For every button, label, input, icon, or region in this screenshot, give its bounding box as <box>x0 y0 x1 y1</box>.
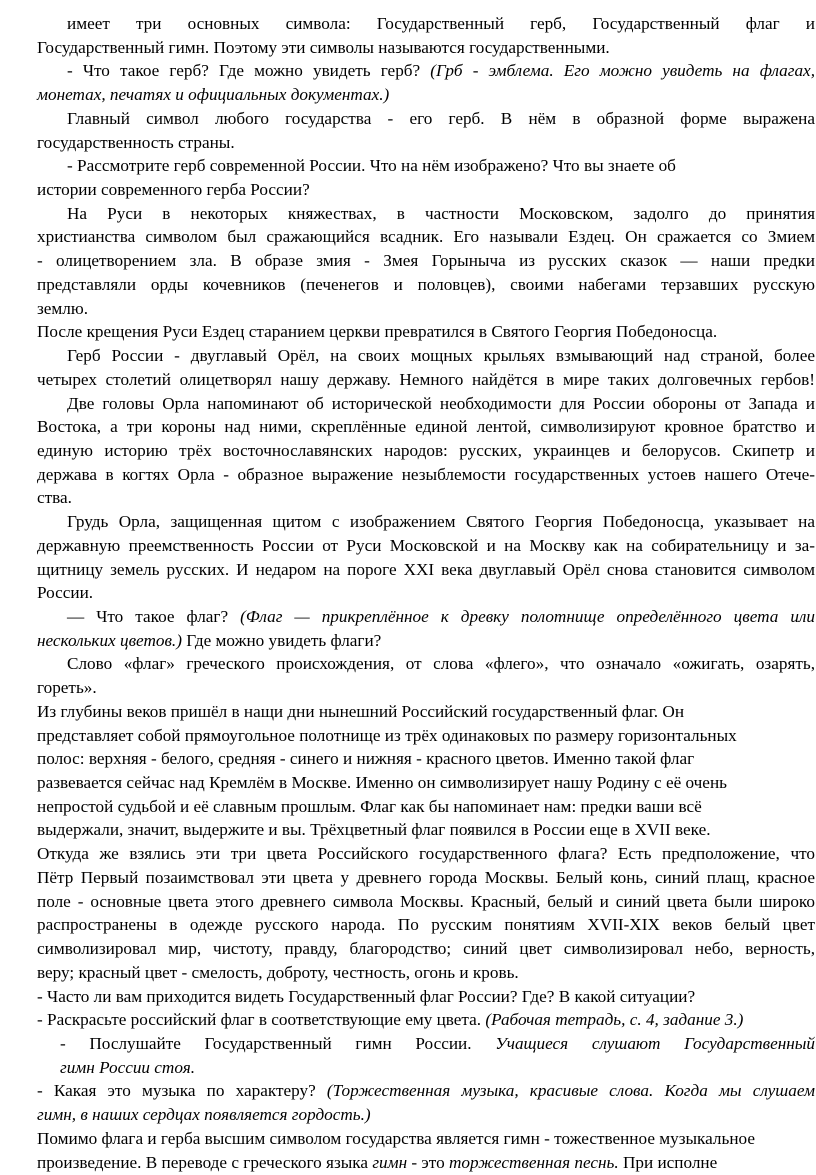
text-line <box>37 1008 743 1033</box>
text-line <box>37 558 815 583</box>
text-line <box>67 202 815 227</box>
text-line <box>67 605 815 630</box>
text-segment: Откуда же взялись эти три цвета Российского государственного флага? Есть предположение, что <box>37 844 815 864</box>
text-segment: Где можно увидеть флаги? <box>181 630 382 650</box>
text-line <box>67 12 815 37</box>
text-line <box>37 747 694 772</box>
text-line <box>37 36 610 61</box>
text-segment: России. <box>37 583 94 603</box>
text-segment: — Что такое флаг? <box>67 607 241 626</box>
text-segment: - Послушайте Государственный гимн России. <box>60 1033 496 1053</box>
text-line <box>37 890 815 915</box>
text-line <box>37 178 310 203</box>
text-line <box>37 439 815 464</box>
text-line <box>37 985 695 1010</box>
text-line <box>37 368 815 393</box>
italic-text: Учащиеся слушают Государственный <box>495 1033 815 1053</box>
text-line <box>67 344 815 369</box>
text-line <box>67 107 815 132</box>
text-segment: веру; красный цвет - смелость, доброту, честность, огонь и кровь. <box>37 962 519 982</box>
text-segment: символизировал мир, чистоту, правду, благородство; синий цвет символизировал небо, верность, <box>37 939 815 959</box>
italic-text: торжественная песнь. <box>448 1152 619 1172</box>
text-line <box>37 818 711 843</box>
text-line <box>60 1056 195 1081</box>
text-segment: христианства символом был сражающийся всадник. Его называли Ездец. Он сражается со Змием <box>37 227 815 247</box>
italic-text: гимн России стоя. <box>60 1057 195 1077</box>
text-segment: - Часто ли вам приходится видеть Государственный флаг России? Где? В какой ситуации? <box>37 986 696 1006</box>
text-line <box>67 154 676 179</box>
text-line <box>37 297 88 322</box>
text-line <box>37 676 97 701</box>
text-segment: поле - основные цвета этого древнего символа Москвы. Красный, белый и синий цвета были широко <box>37 891 815 911</box>
text-segment: - Что такое герб? Где можно увидеть герб? <box>67 61 431 81</box>
text-line <box>67 59 815 84</box>
text-segment: полос: верхняя - белого, средняя - синего и нижняя - красного цветов. Именно такой флаг <box>37 749 695 769</box>
text-segment: представляет собой прямоугольное полотнище из трёх одинаковых по размеру горизонтальных <box>37 725 737 745</box>
text-segment: развевается сейчас над Кремлём в Москве. Именно он символизирует нашу Родину с её очень <box>37 773 727 793</box>
text-segment: Из глубины веков пришёл в нащи дни нынешний Российский государственный флаг. Он <box>37 701 685 721</box>
italic-text: (Грб - эмблема. Его можно увидеть на флагах, <box>430 61 815 81</box>
text-segment: - олицетворением зла. В образе змия - Змея Горыныча из русских сказок — наши предки <box>37 251 815 271</box>
text-segment: Востока, а три короны над ними, скреплённые единой лентой, символизируют кровное братство и <box>37 417 815 437</box>
text-line <box>37 486 72 511</box>
italic-text: нескольких цветов.) <box>37 630 182 650</box>
text-line <box>37 771 727 796</box>
text-line <box>37 724 737 749</box>
text-segment: государственность страны. <box>37 132 235 152</box>
text-line <box>37 842 815 867</box>
text-segment: выдержали, значит, выдержите и вы. Трёхцветный флаг появился в России еще в XVII веке. <box>37 820 711 840</box>
text-segment: Государственный гимн. Поэтому эти символы называются государственными. <box>37 37 610 57</box>
text-segment: произведение. В переводе с греческого языка <box>37 1152 373 1172</box>
italic-text: (Торжественная музыка, красивые слова. Когда мы слушаем <box>326 1081 816 1101</box>
italic-text: (Флаг — прикреплённое к древку полотнище определённого цвета или <box>240 607 816 626</box>
text-segment: имеет три основных символа: Государственный герб, Государственный флаг и <box>67 14 815 33</box>
text-segment: Слово «флаг» греческого происхождения, от слова «флего», что означало «ожигать, озарять, <box>67 654 815 674</box>
text-line <box>37 937 815 962</box>
text-segment: Грудь Орла, защищенная щитом с изображением Святого Георгия Победоносца, указывает на <box>67 512 815 532</box>
text-line <box>67 652 815 677</box>
text-line <box>37 913 815 938</box>
text-segment: державную преемственность России от Руси Московской и на Москву как на собирательницу и за- <box>37 535 815 555</box>
text-segment: Две головы Орла напоминают об исторической необходимости для России обороны от Запада и <box>67 393 815 413</box>
text-line <box>37 795 702 820</box>
text-line <box>37 415 815 440</box>
text-line <box>37 700 684 725</box>
text-line <box>37 1079 815 1104</box>
text-segment: распространены в одежде русского народа. По русским понятиям XVII-XIX веков белый цвет <box>37 915 815 935</box>
text-segment: представляли орды кочевников (печенегов и половцев), своими набегами терзавших русскую <box>37 274 815 294</box>
text-line <box>37 83 389 108</box>
italic-text: гимн <box>372 1152 408 1172</box>
text-segment: единую историю трёх восточнославянских народов: русских, украинцев и белорусов. Скипетр и <box>37 440 815 460</box>
text-line <box>37 534 815 559</box>
text-line <box>37 249 815 274</box>
text-line <box>37 1127 755 1152</box>
text-segment: - Какая это музыка по характеру? <box>37 1081 327 1101</box>
text-segment: землю. <box>37 298 89 318</box>
text-line <box>37 581 93 606</box>
text-line <box>37 961 519 986</box>
text-segment: Главный символ любого государства - его герб. В нём в образной форме выражена <box>67 108 815 128</box>
text-segment: держава в когтях Орла - образное выражение незыблемости государственных устоев нашего Отече- <box>37 464 815 484</box>
text-segment: истории современного герба России? <box>37 180 310 200</box>
text-segment: При исполне <box>618 1152 718 1172</box>
text-segment: После крещения Руси Ездец старанием церкви превратился в Святого Георгия Победоносца. <box>37 322 718 342</box>
text-segment: непростой судьбой и её славным прошлым. Флаг как бы напоминает нам: предки ваши всё <box>37 796 702 816</box>
text-segment: - Рассмотрите герб современной России. Что на нём изображено? Что вы знаете об <box>67 156 676 176</box>
italic-text: монетах, печатях и официальных документах.) <box>37 85 390 105</box>
text-line <box>37 866 815 891</box>
text-line <box>37 225 815 250</box>
text-segment: Помимо флага и герба высшим символом государства является гимн - тожественное музыкальное <box>37 1128 755 1148</box>
text-segment: - Раскрасьте российский флаг в соответствующие ему цвета. <box>37 1010 486 1030</box>
text-line <box>37 1151 717 1175</box>
text-segment: четырех столетий олицетворял нашу державу. Немного найдётся в мире таких долговечных гербов! <box>37 369 815 389</box>
text-segment: Герб России - двуглавый Орёл, на своих мощных крыльях взмывающий над страной, более <box>67 346 815 366</box>
text-line <box>37 320 717 345</box>
text-line <box>37 1103 371 1128</box>
text-segment: - это <box>407 1152 449 1172</box>
text-segment: ства. <box>37 488 72 508</box>
text-segment: Пётр Первый позаимствовал эти цвета у древнего города Москвы. Белый конь, синий плащ, красное <box>37 867 815 887</box>
italic-text: (Рабочая тетрадь, с. 4, задание 3.) <box>485 1010 744 1030</box>
italic-text: гимн, в наших сердцах появляется гордость.) <box>37 1105 371 1125</box>
text-segment: гореть». <box>37 678 97 698</box>
text-line <box>67 510 815 535</box>
text-line <box>37 629 381 654</box>
text-segment: На Руси в некоторых княжествах, в частности Московском, задолго до принятия <box>67 203 815 223</box>
text-line <box>60 1032 815 1057</box>
text-segment: щитницу земель русских. И недаром на пороге XXI века двуглавый Орёл снова становится символом <box>37 559 815 579</box>
text-line <box>37 131 235 156</box>
text-line <box>37 463 815 488</box>
text-line <box>67 392 815 417</box>
text-line <box>37 273 815 298</box>
